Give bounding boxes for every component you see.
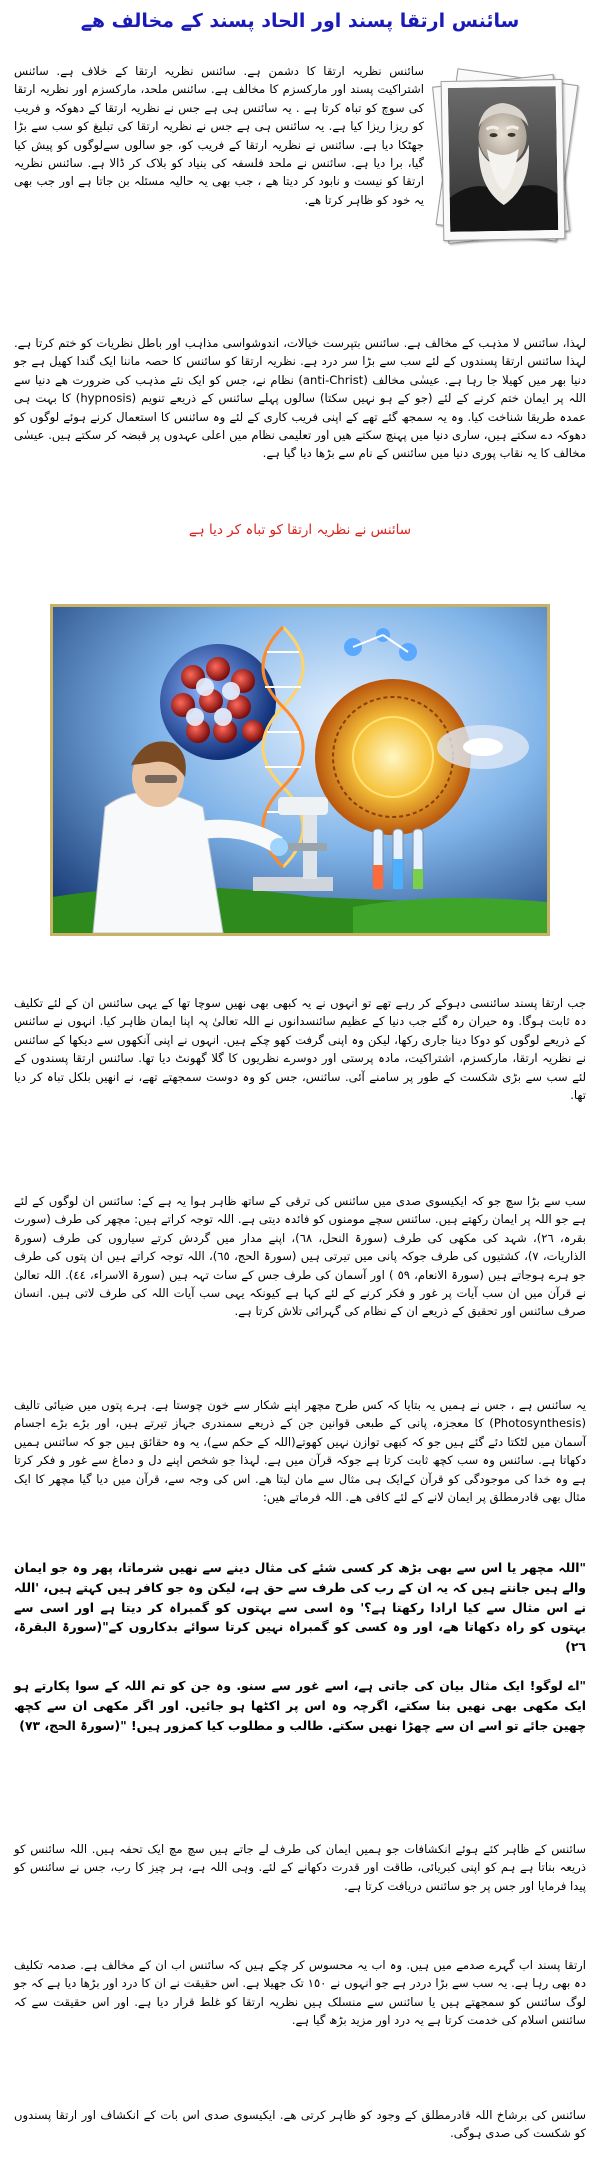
section6-paragraph: ارتقا پسند اب گہرے صدمے میں ہیں. وہ اب یہ محسوس کر چکے ہیں کہ سائنس اب ان کے مخالف ہے. صدمہ تکلیف دہ بھی رہا ہے. یہ سب سے بڑا دردر ہے جو انہوں نے ١٥٠ تک جھیلا ہے. اس حقیقت نے ان کا درد اور بڑھا دیا ہے کہ جو لوگ سائنس کو سمجھتے ہیں یا سائنس سے منسلک ہیں نظریہ ارتقا کو غلط قرار دیا ہے. اور اس حقیقت سے کہ سائنس اسلام کی خدمت کرتا ہے یہ درد اور مزید بڑھ گیا ہے.	[14, 1958, 587, 2028]
intro-paragraph: سائنس نظریہ ارتقا کا دشمن ہے. سائنس نظریہ ارتقا کے خلاف ہے. سائنس اشتراکیت پسند اور مارکسزم کا مخالف ہے. سائنس ملحد، مارکسزم اور نظریہ ارتقا کی سوچ کو تباہ کرتا ہے . یہ سائنس ہی ہے جس نے نظریہ ارتقا کے دھوکہ و فریب کو ریزا ریزا کیا ہے. یہ سائنس ہی ہے جس نے نظریہ ارتقا کی تبلیغ کو سب سے بڑا جھٹکا دیا ہے. سائنس نے نظریہ ارتقا کے فریب کو، جو سالوں سےلوگوں کو پیش کیا گیا، برا دیا ہے. سائنس نے ملحد فلسفہ کی بنیاد کو بلاک کر ڈالا ہے. سائنس نظریہ ارتقا کو نیست و نابود کر دیتا ھے ، جب بھی یہ حالیہ مسئلہ بن جاتا ہے اور جب بھی یہ خود کو ظاہر کرتا ھے.	[14, 64, 424, 207]
section-subtitle: سائنس نے نظریہ ارتقا کو تباہ کر دیا ہے	[188, 522, 412, 538]
science-illustration	[50, 604, 550, 936]
section1-paragraph: لہذا، سائنس لا مذہب کے مخالف ہے. سائنس بتپرست خیالات، اندوشواسی مذاہب اور باطل نظریات کو ختم کرتا ہے. لہذا سائنس ارتقا پسندوں کے لئے سب سے بڑا سر درد ہے. نظریہ ارتقا کو سائنس کا حصہ ماننا ایک گندا کھیل ہے جو دنیا بھر میں کھیلا جا رہا ہے. عیسٰی مخالف (anti-Christ) نظام نے، جس کو ایک نئے مذہب کی ضرورت ھے دنیا سے اللہ پر ایمان ختم کرنے کے لئے (جو کے ہو نہیں سکتا) سالوں پہلے سائنس کے ذریعے تنویم (hypnosis) کا بہت ہی عمدہ طریقا شناخت کیا. وہ یہ سمجھ گئے تھے کے اپنی فریب کاری کے لئے وہ سائنس کا استعمال کرنے ہوئے لوگوں کو دھوکہ دے سکتے ہیں، ساری دنیا میں پہنچ سکتے ھیں اور تعلیمی نظام میں اعلی عہدوں پر قبضہ کر سکتے ہیں. عیسٰی مخالف کا یہ نقاب پوری دنیا میں سائنس کے نام سے بڑھا دیا گیا ہے.	[14, 336, 586, 461]
quran-quote-hajj: "اے لوگو! ایک مثال بیان کی جاتی ہے، اسے غور سے سنو. وہ جن کو تم اللہ کے سوا پکارتے ہو ایک مکھی بھی نھیں بنا سکتے، اگرچہ وہ اس پر اکٹھا ہو جائیں. اور اگر مکھی ان سے کچھ چھین جائے تو اسے ان سے چھڑا نھیں سکتے. طالب و مطلوب کیا کمزور ہیں! "(سورۃ الحج، ٧٣)	[14, 1678, 586, 1733]
section2-paragraph: جب ارتقا پسند سائنسی دہوکے کر رہے تھے تو انہوں نے یہ کبھی بھی نھیں سوچا تھا کے یہی سائنس ان کے لئے تکلیف دہ ثابت ہوگا. وہ حیران رہ گئے جب دنیا کے عظیم سائنسدانوں نے اللہ تعالیٰ پہ اپنا ایمان ظاہر کیا. انہوں نے سائنس کے ذریعے لوگوں کو دوکا دینا جاری رکھا، لیکن وہ اپنی گرفت کھو چکے ہیں. انہوں نے اپنی آنکھوں سے دیکھا کے سائنس نے نظریہ ارتقا، مارکسزم، اشتراکیت، مادہ پرستی اور دوسرے نظریوں کا گلا گھونٹ دیا تھا. سائنس ارتقا پسندوں کے لئے سب سے بڑی شکست کے طور پر سامنے آئی. سائنس، جس کو وہ دوست سمجھتے تھے، نے انھیں بلکل تباہ کر دیا تھا.	[14, 996, 586, 1103]
quran-quote-baqarah: "اللہ مچھر یا اس سے بھی بڑھ کر کسی شئے کی مثال دینے سے نھیں شرماتا، پھر وہ جو ایمان والے ہیں جانتے ہیں کہ یہ ان کے رب کی طرف سے حق ہے، لیکن وہ جو کافر ہیں کہتے ہیں، 'اللہ نے اس مثال سے کیا ارادا رکھتا ہے؟' وہ اسی سے بہتوں کو گمبراہ کر دیتا ہے اور اسی سے بہتوں کو راہ دکھاتا ھے، اور وہ کسی کو گمبراہ نہیں کرتا سوائے بدکاروں کے"(سورۃ البقرۃ، ٢٦)	[14, 1560, 586, 1655]
darwin-portrait-stack	[430, 72, 580, 250]
section7-paragraph: سائنس کی برشاخ اللہ قادرمطلق کے وجود کو ظاہر کرتی ھے. ایکیسوی صدی اس بات کے انکشاف اور ارتقا پسندوں کو شکست کی صدی ہوگی.	[14, 2108, 586, 2141]
section5-paragraph: سائنس کے ظاہر کئے ہوئے انکشافات جو ہمیں ایمان کی طرف لے جاتے ہیں سچ مچ ایک تحفہ ہیں. اللہ سائنس کو ذریعہ بناتا ہے ہم کو اپنی کبریائی، طاقت اور قدرت دکھانے کے لئے. وہی اللہ ہے، ہر چیز کا رب، جس نے سائنس کو پیدا فرمایا اور جس پر جو سائنس دریافت کرتا ہے.	[14, 1842, 586, 1893]
section4-paragraph: یہ سائنس ہے ، جس نے ہمیں یہ بتایا کہ کس طرح مچھر اپنے شکار سے خون چوستا ہے. ہرے پتوں میں ضیائی تالیف (Photosynthesis) کا معجزہ، پانی کے طبعی قوانین جن کے ذریعے سمندری جہاز تیرتے ہیں، اور بڑے بڑے اجسام آسمان میں لٹکتا دئے گئے ہیں جو کہ کبھی توازن نہیں کھوتے(اللہ کے حکم سے)، یہ وہ حقائق ہیں جو کہ سائنس ہمیں دکھاتا ہے. سائنس وہ سب کچھ ثابت کرتا ہے جوکہ قرآن میں ہے. لہذا جو شخص اپنے دل و دماغ سے غور و فکر کرتا ہے وہ خدا کی موجودگی کو قرآن کےایک ہی مثال سے مان لیتا ھے. اس کی وجہ سے، قرآن میں دیا گیا مچھر کا ایک مثال بھی قادرمطلق پر ایمان لانے کے لئے کافی ھے. اللہ فرماتے ھیں:	[14, 1398, 586, 1505]
section3-paragraph: سب سے بڑا سچ جو کہ ایکیسوی صدی میں سائنس کی ترقی کے ساتھ ظاہر ہوا یہ ہے کے: سائنس ان لوگوں کے لئے ہے جو اللہ پر ایمان رکھتے ہیں. سائنس سچے مومنوں کو فائدہ دیتی ہے. اللہ توجہ کراتے ہیں: مچھر کی طرف (سورت بقرہ، ٢٦)، شہد کی مکھی کی طرف (سورۃ النحل، ٦٨)، اپنے مدار میں گردش کرتے سیاروں کی طرف (سورۃ الذاریات، ٧)، کشتیوں کی طرف جوکہ پانی میں تیرتی ہیں (سورۃ الحج، ٦٥)، اللہ توجہ کراتے ہیں ان پتوں کی طرف جو ہرے ہوجاتے ہیں (سورۃ الانعام، ٥٩ ) اور آسمان کی طرف جس کے سات تہہ ہیں (سورۃ الاسراء، ٤٤). اللہ تعالیٰ نے قرآن میں ان سب آیات پر غور و فکر کرنے کے لئے کہا ہے کیونکہ یہی سب آیات اللہ کی طرف لاتی ہیں. انسان صرف سائنس اور تحقیق کے ذریعے ان کے نظام کی گہرائی تلاش کرتا ہے.	[14, 1194, 586, 1319]
darwin-portrait	[448, 86, 558, 232]
page-title: سائنس ارتقا پسند اور الحاد پسند کے مخالف ھے	[80, 10, 520, 32]
photo-frame-front	[441, 79, 566, 241]
